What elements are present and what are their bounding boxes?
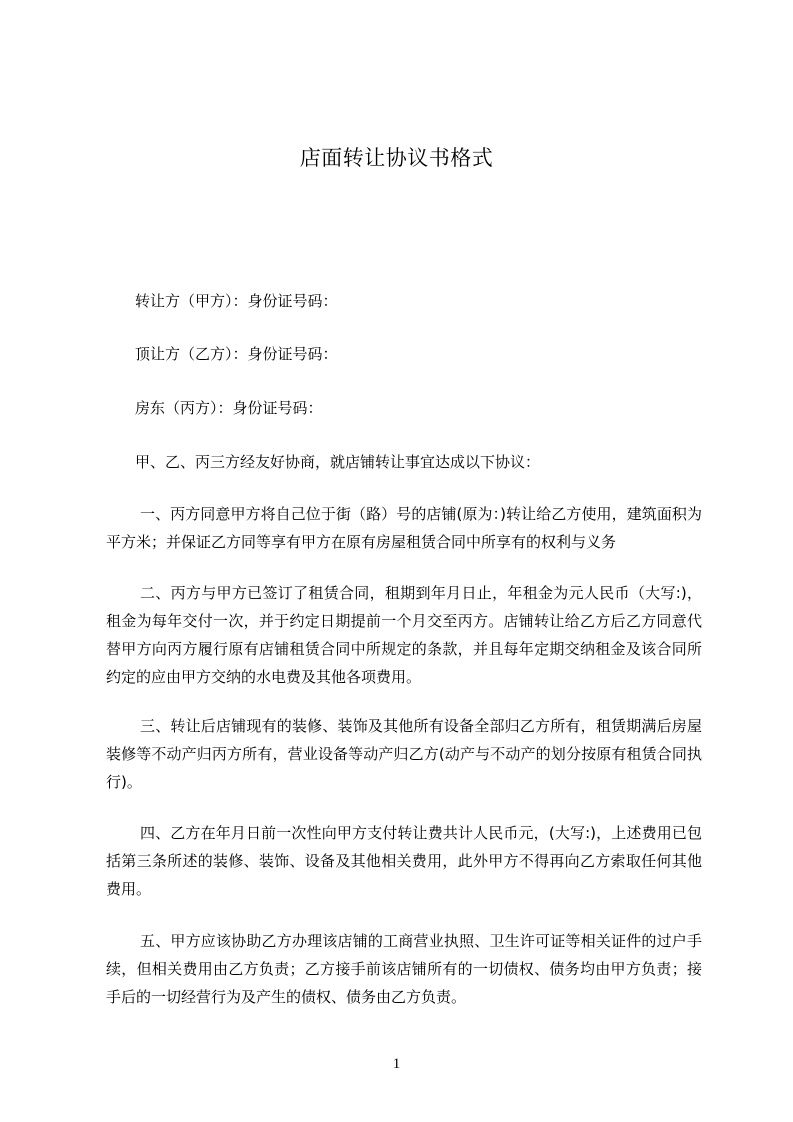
clause-4: 四、乙方在年月日前一次性向甲方支付转让费共计人民币元，(大写:)，上述费用已包括第三条所述的装修、装饰、设备及其他相关费用，此外甲方不得再向乙方索取任何其他费用。	[106, 824, 702, 898]
clause-1: 一、丙方同意甲方将自己位于街（路）号的店铺(原为：)转让给乙方使用，建筑面积为平方米；并保证乙方同等享有甲方在原有房屋租赁合同中所享有的权利与义务	[106, 505, 702, 551]
clause-3: 三、转让后店铺现有的装修、装饰及其他所有设备全部归乙方所有，租赁期满后房屋装修等不动产归丙方所有，营业设备等动产归乙方(动产与不动产的划分按原有租赁合同执行)。	[106, 717, 702, 791]
party-transferee-line: 顶让方（乙方）：身份证号码：	[135, 345, 338, 363]
document-title: 店面转让协议书格式	[299, 146, 494, 170]
party-landlord-line: 房东（丙方）：身份证号码：	[135, 399, 323, 417]
party-transferor-line: 转让方（甲方）：身份证号码：	[135, 292, 338, 310]
agreement-intro: 甲、乙、丙三方经友好协商，就店铺转让事宜达成以下协议：	[135, 453, 541, 471]
page-number: 1	[392, 1056, 401, 1072]
clause-5: 五、甲方应该协助乙方办理该店铺的工商营业执照、卫生许可证等相关证件的过户手续，但相关费用由乙方负责；乙方接手前该店铺所有的一切债权、债务均由甲方负责；接手后的一切经营行为及产生的债权、债务由乙方负责。	[106, 932, 702, 1006]
clause-2: 二、丙方与甲方已签订了租赁合同，租期到年月日止，年租金为元人民币（大写:)，租金为每年交付一次，并于约定日期提前一个月交至丙方。店铺转让给乙方后乙方同意代替甲方向丙方履行原有店铺租赁合同中所规定的条款，并且每年定期交纳租金及该合同所约定的应由甲方交纳的水电费及其他各项费用。	[106, 584, 702, 686]
